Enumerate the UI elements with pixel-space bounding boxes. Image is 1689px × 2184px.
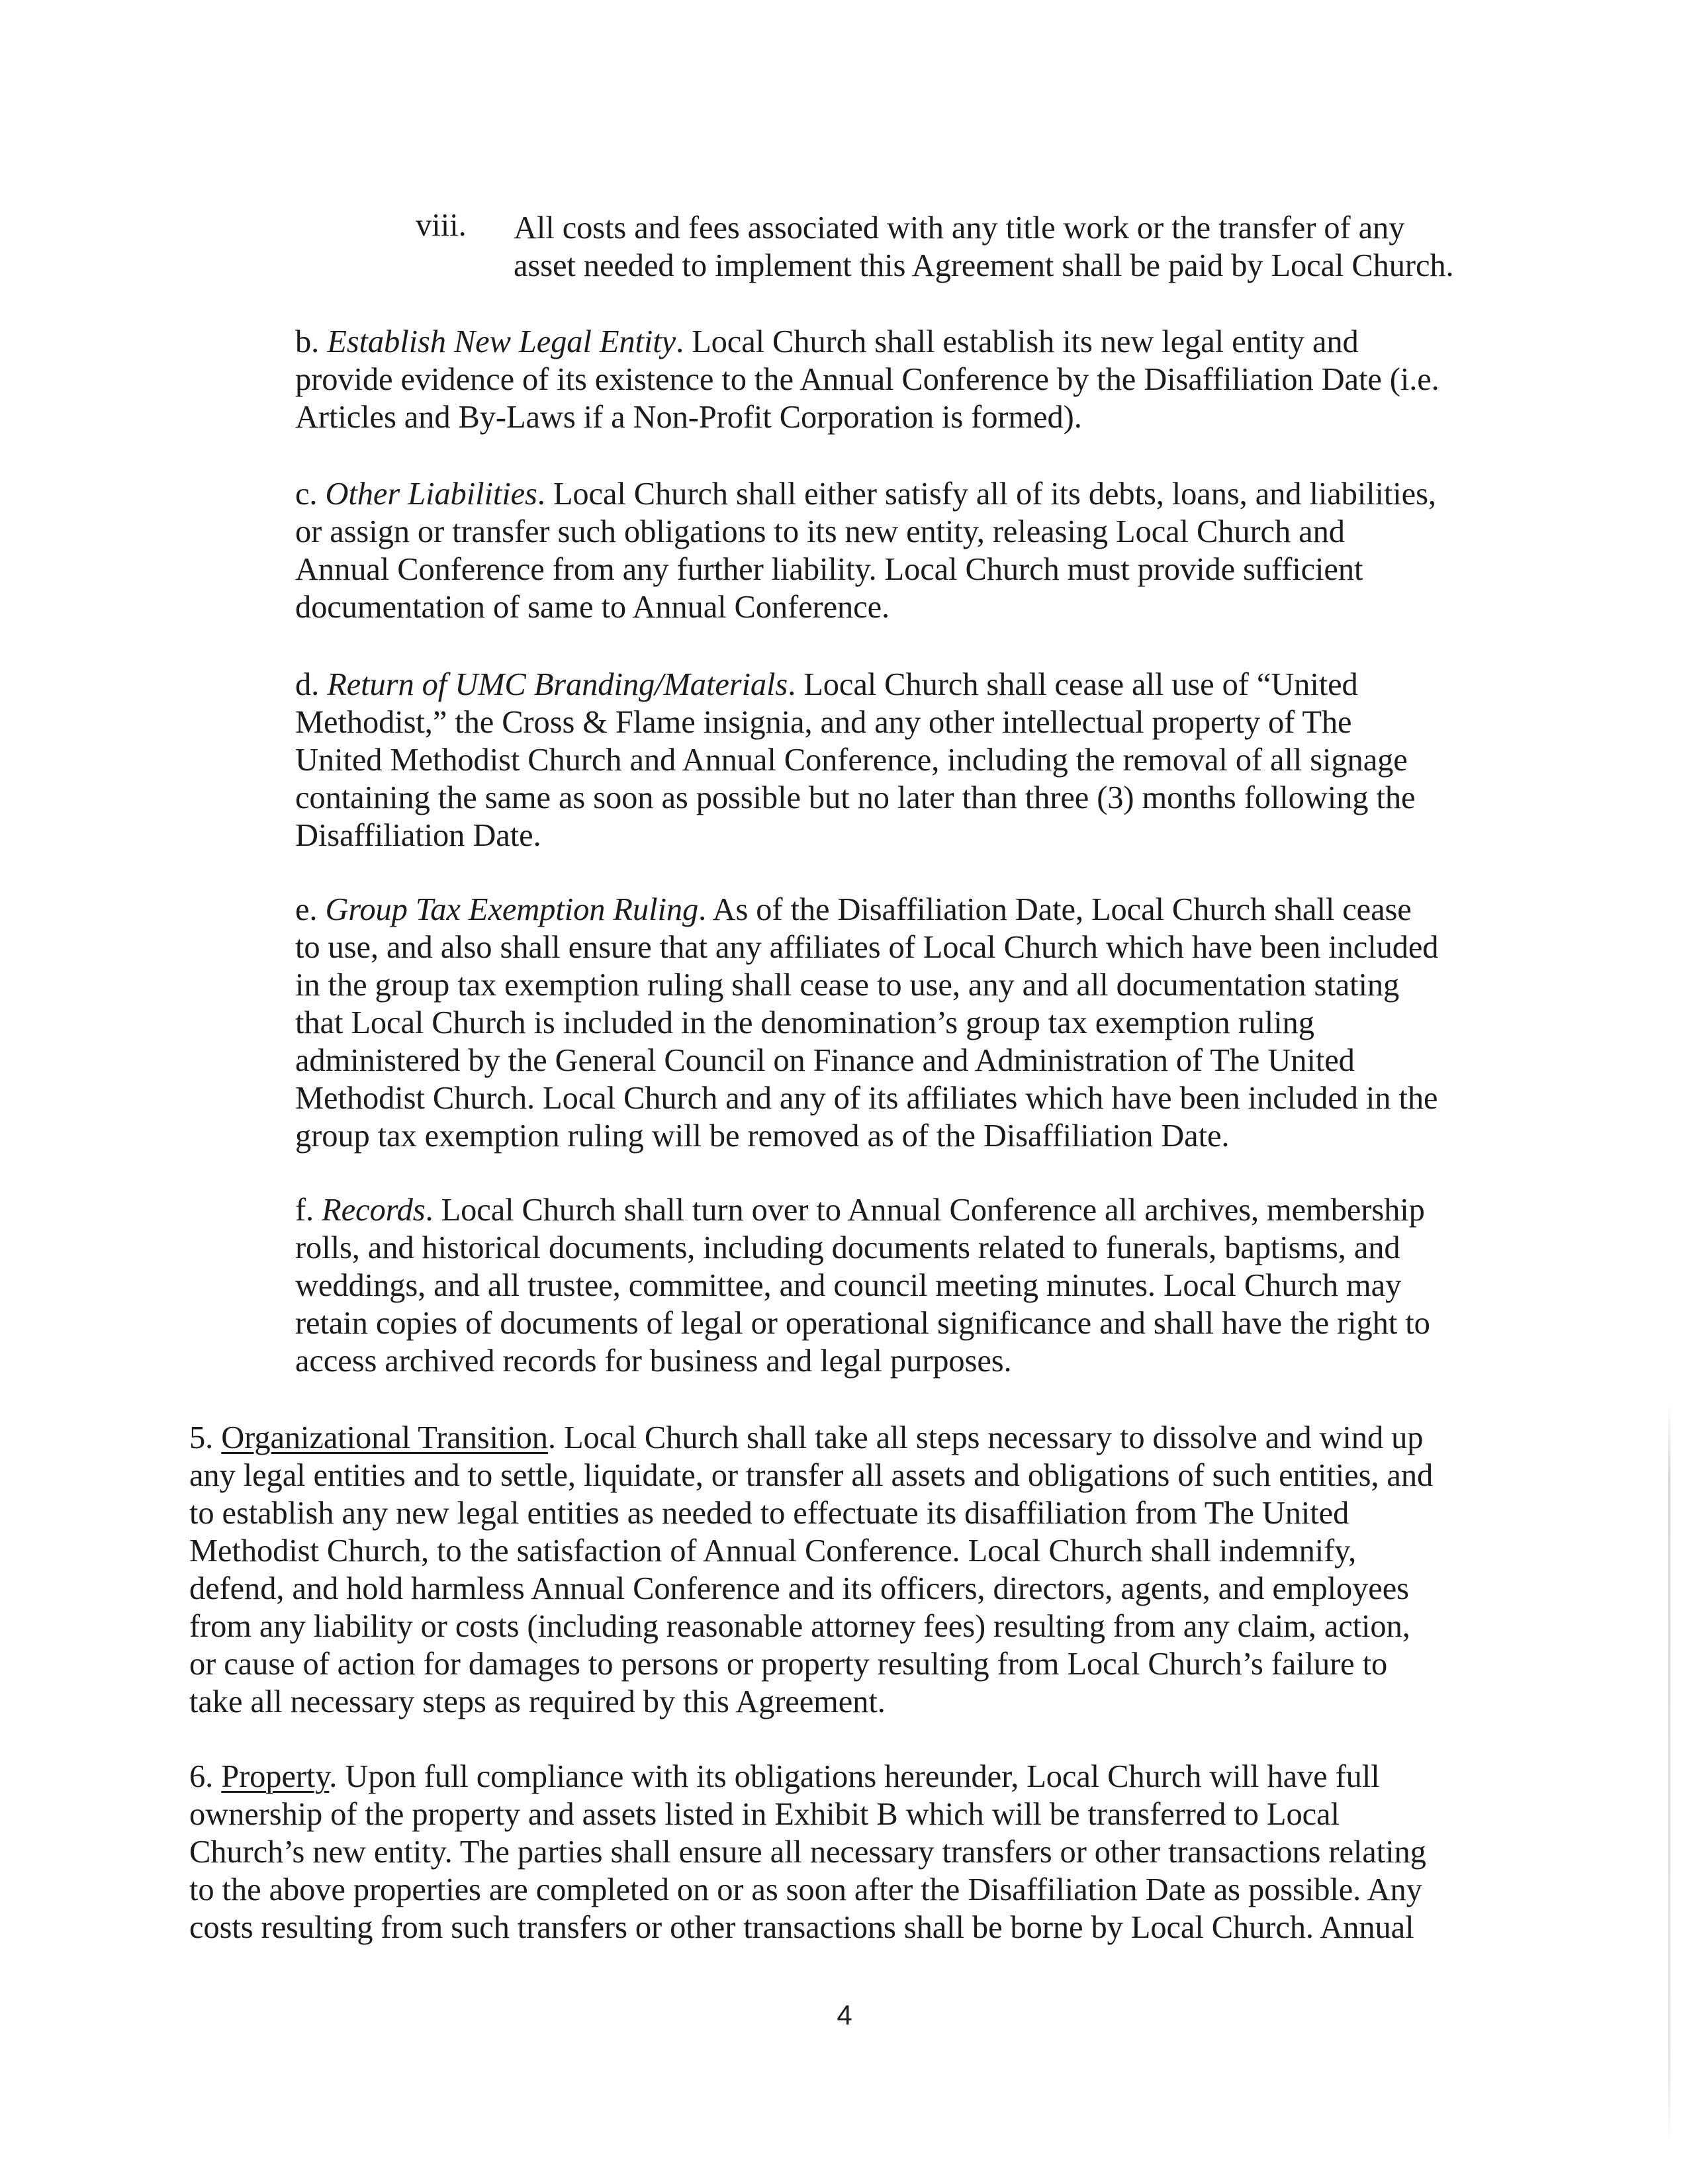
clause-e-line: group tax exemption ruling will be removed as of the Disaffiliation Date. bbox=[295, 1118, 1230, 1154]
section-6-label: 6. bbox=[189, 1759, 214, 1794]
clause-d-label: d. bbox=[295, 667, 320, 702]
clause-f-label: f. bbox=[295, 1193, 314, 1228]
clause-f bbox=[295, 1191, 1480, 1380]
clause-e-label: e. bbox=[295, 892, 318, 927]
clause-e bbox=[295, 891, 1480, 1155]
clause-c bbox=[295, 475, 1480, 626]
clause-e-heading: Group Tax Exemption Ruling bbox=[325, 892, 699, 927]
clause-e-line: administered by the General Council on Finance and Administration of The United bbox=[295, 1043, 1355, 1078]
section-5-label: 5. bbox=[189, 1420, 214, 1455]
clause-f-line: weddings, and all trustee, committee, and council meeting minutes. Local Church may bbox=[295, 1268, 1402, 1303]
clause-c-line: documentation of same to Annual Conference. bbox=[295, 590, 890, 625]
clause-e-line: in the group tax exemption ruling shall cease to use, any and all documentation stating bbox=[295, 968, 1400, 1003]
section-6-line: costs resulting from such transfers or other transactions shall be borne by Local Church. Annual bbox=[189, 1910, 1414, 1945]
clause-e-line: . As of the Disaffiliation Date, Local Church shall cease bbox=[698, 892, 1412, 927]
section-5-line: to establish any new legal entities as needed to effectuate its disaffiliation from The United bbox=[189, 1496, 1349, 1531]
section-5-line: from any liability or costs (including reasonable attorney fees) resulting from any claim, action, bbox=[189, 1609, 1410, 1644]
clause-f-line: retain copies of documents of legal or operational significance and shall have the right to bbox=[295, 1306, 1430, 1341]
clause-d bbox=[295, 666, 1480, 854]
clause-e-line: Methodist Church. Local Church and any of its affiliates which have been included in the bbox=[295, 1081, 1438, 1116]
clause-d-line: . Local Church shall cease all use of “United bbox=[788, 667, 1358, 702]
section-6-line: to the above properties are completed on or as soon after the Disaffiliation Date as possible. Any bbox=[189, 1872, 1422, 1907]
clause-b-heading: Establish New Legal Entity bbox=[327, 324, 676, 359]
section-6-line: ownership of the property and assets listed in Exhibit B which will be transferred to Local bbox=[189, 1797, 1340, 1832]
section-6 bbox=[189, 1758, 1486, 1946]
clause-d-line: Methodist,” the Cross & Flame insignia, and any other intellectual property of The bbox=[295, 705, 1352, 740]
section-5-heading: Organizational Transition bbox=[221, 1420, 548, 1455]
item-viii-line: All costs and fees associated with any title work or the transfer of any bbox=[514, 210, 1405, 246]
item-viii-text bbox=[514, 209, 1506, 285]
section-5-line: defend, and hold harmless Annual Conference and its officers, directors, agents, and employees bbox=[189, 1571, 1409, 1606]
clause-c-line: . Local Church shall either satisfy all of its debts, loans, and liabilities, bbox=[537, 477, 1436, 512]
clause-e-line: to use, and also shall ensure that any affiliates of Local Church which have been included bbox=[295, 930, 1439, 965]
page-number: 4 bbox=[837, 1999, 852, 2030]
clause-f-heading: Records bbox=[322, 1193, 426, 1228]
clause-b bbox=[295, 323, 1480, 436]
section-6-line: Church’s new entity. The parties shall ensure all necessary transfers or other transactions relating bbox=[189, 1835, 1426, 1870]
clause-c-heading: Other Liabilities bbox=[325, 477, 537, 512]
clause-d-line: containing the same as soon as possible but no later than three (3) months following the bbox=[295, 780, 1416, 815]
clause-b-line: . Local Church shall establish its new legal entity and bbox=[676, 324, 1359, 359]
section-5-line: Methodist Church, to the satisfaction of Annual Conference. Local Church shall indemnify, bbox=[189, 1533, 1357, 1569]
section-6-line: . Upon full compliance with its obligations hereunder, Local Church will have full bbox=[329, 1759, 1380, 1794]
section-5-line: . Local Church shall take all steps necessary to dissolve and wind up bbox=[547, 1420, 1424, 1455]
clause-c-line: Annual Conference from any further liability. Local Church must provide sufficient bbox=[295, 552, 1363, 587]
clause-d-heading: Return of UMC Branding/Materials bbox=[327, 667, 788, 702]
section-5 bbox=[189, 1419, 1486, 1721]
item-viii-line: asset needed to implement this Agreement shall be paid by Local Church. bbox=[514, 248, 1454, 283]
clause-b-line: provide evidence of its existence to the Annual Conference by the Disaffiliation Date (i.e. bbox=[295, 362, 1439, 397]
section-6-heading: Property bbox=[221, 1759, 330, 1794]
clause-f-line: rolls, and historical documents, including documents related to funerals, baptisms, and bbox=[295, 1230, 1400, 1265]
section-5-line: take all necessary steps as required by this Agreement. bbox=[189, 1684, 886, 1719]
clause-d-line: Disaffiliation Date. bbox=[295, 818, 541, 853]
clause-f-line: access archived records for business and legal purposes. bbox=[295, 1343, 1012, 1379]
clause-c-label: c. bbox=[295, 477, 318, 512]
section-5-line: or cause of action for damages to persons or property resulting from Local Church’s failure to bbox=[189, 1647, 1388, 1682]
clause-e-line: that Local Church is included in the denomination’s group tax exemption ruling bbox=[295, 1005, 1314, 1040]
section-5-line: any legal entities and to settle, liquidate, or transfer all assets and obligations of such entities, and bbox=[189, 1458, 1434, 1493]
clause-c-line: or assign or transfer such obligations to its new entity, releasing Local Church and bbox=[295, 514, 1345, 549]
clause-f-line: . Local Church shall turn over to Annual Conference all archives, membership bbox=[425, 1193, 1425, 1228]
scan-edge-artifact bbox=[1668, 1403, 1670, 2144]
item-viii-number: viii. bbox=[416, 208, 467, 243]
clause-d-line: United Methodist Church and Annual Conference, including the removal of all signage bbox=[295, 743, 1408, 778]
clause-b-line: Articles and By-Laws if a Non-Profit Corporation is formed). bbox=[295, 400, 1082, 435]
clause-b-label: b. bbox=[295, 324, 320, 359]
